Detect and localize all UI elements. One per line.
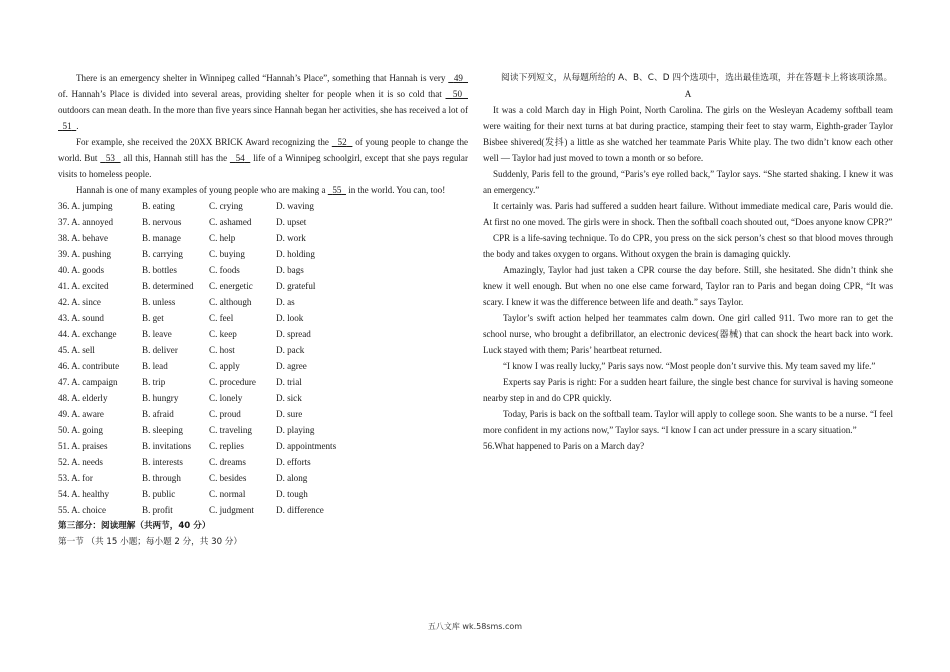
option-row [58, 358, 468, 374]
option-a: 38. A. behave [58, 233, 109, 243]
option-row [58, 246, 468, 262]
option-b: B. hungry [142, 393, 179, 403]
option-d: D. efforts [276, 457, 311, 467]
option-b: B. carrying [142, 249, 183, 259]
option-b: B. trip [142, 377, 166, 387]
option-c: C. ashamed [209, 217, 252, 227]
passage-paragraph-6: Taylor’s swift action helped her teammates calm down. One girl called 911. Two more ran to get the school nurse, who brought a defibrillator, an electronic devices(器械) that can shock the heart back into work. Luck stayed with them; Paris’ heartbeat returned. [483, 313, 893, 355]
option-c: C. help [209, 233, 236, 243]
option-c: C. normal [209, 489, 246, 499]
passage-paragraph-2: Suddenly, Paris fell to the ground, “Paris’s eye rolled back,” Taylor says. “She started shaking. I knew it was an emergency.” [483, 169, 893, 195]
option-row [58, 470, 468, 486]
option-d: D. pack [276, 345, 305, 355]
option-b: B. sleeping [142, 425, 183, 435]
text-run: of young people to change the world. But [58, 137, 469, 163]
option-c: C. proud [209, 409, 241, 419]
option-c: C. apply [209, 361, 240, 371]
option-c: C. replies [209, 441, 244, 451]
blank-number: 52 [337, 137, 347, 147]
option-row [58, 310, 468, 326]
option-a: 55. A. choice [58, 505, 106, 515]
option-a: 40. A. goods [58, 265, 104, 275]
text-run: Hannah is one of many examples of young people who are making a [76, 185, 328, 195]
option-a: 46. A. contribute [58, 361, 120, 371]
text-run: outdoors can mean death. In the more than five years since Hannah began her activities, she has received a lot of [58, 105, 468, 115]
option-row [58, 374, 468, 390]
option-b: B. profit [142, 505, 173, 515]
option-c: C. judgment [209, 505, 254, 515]
option-d: D. work [276, 233, 306, 243]
option-b: B. nervous [142, 217, 182, 227]
option-b: B. deliver [142, 345, 178, 355]
blank-52 [332, 137, 353, 147]
section-subtitle: 第一节 （共 15 小题；每小题 2 分，共 30 分） [58, 537, 242, 547]
option-c: C. buying [209, 249, 245, 259]
blank-49 [448, 73, 468, 83]
question-56: 56.What happened to Paris on a March day? [483, 441, 645, 451]
option-row [58, 198, 468, 214]
option-d: D. agree [276, 361, 307, 371]
option-b: B. afraid [142, 409, 174, 419]
cloze-paragraph-1 [58, 70, 468, 134]
blank-number: 51 [62, 121, 72, 131]
text-run: all this, Hannah still has the [120, 153, 230, 163]
option-a: 48. A. elderly [58, 393, 108, 403]
option-d: D. along [276, 473, 308, 483]
option-b: B. public [142, 489, 176, 499]
option-c: C. lonely [209, 393, 243, 403]
option-d: D. as [276, 297, 295, 307]
option-d: D. spread [276, 329, 311, 339]
option-d: D. upset [276, 217, 307, 227]
option-a: 51. A. praises [58, 441, 108, 451]
blank-number: 54 [235, 153, 245, 163]
left-column [58, 70, 468, 550]
text-run: in the world. You can, too! [345, 185, 446, 195]
text-run: life of a Winnipeg schoolgirl, except that she pays regular visits to homeless people. [58, 153, 468, 179]
option-c: C. host [209, 345, 235, 355]
passage-paragraph-1: It was a cold March day in High Point, North Carolina. The girls on the Wesleyan Academy softball team were waiting for their next turns at bat during practice, stamping their feet to stay warm, Eighth-grader Taylor Bisbee shivered(发抖) a little as she watched her teammate Paris White play. The two didn’t know each other well — Taylor had just moved to town a month or so before. [483, 105, 893, 163]
option-b: B. get [142, 313, 164, 323]
section-title: 第三部分：阅读理解（共两节，40 分） [58, 521, 211, 531]
blank-54 [230, 153, 250, 163]
option-a: 45. A. sell [58, 345, 95, 355]
option-row [58, 422, 468, 438]
option-d: D. tough [276, 489, 308, 499]
option-a: 39. A. pushing [58, 249, 112, 259]
passage-paragraph-4: CPR is a life-saving technique. To do CPR, you press on the sick person’s chest so that blood moves through the body and takes oxygen to organs. Without oxygen the brain is damaging quickly. [483, 233, 893, 259]
option-a: 53. A. for [58, 473, 93, 483]
option-b: B. leave [142, 329, 172, 339]
option-b: B. invitations [142, 441, 192, 451]
option-a: 43. A. sound [58, 313, 104, 323]
option-row [58, 486, 468, 502]
option-d: D. bags [276, 265, 304, 275]
option-d: D. difference [276, 505, 324, 515]
option-row [58, 438, 468, 454]
option-row [58, 294, 468, 310]
text-run: of. Hannah’s Place is divided into several areas, providing shelter for people when it is so cold that [58, 89, 446, 99]
right-column [483, 70, 893, 454]
blank-53 [100, 153, 120, 163]
cloze-paragraph-3 [58, 182, 468, 198]
cloze-paragraph-2 [58, 134, 468, 182]
blank-number: 50 [452, 89, 463, 99]
passage-label: A [684, 89, 692, 99]
blank-50 [446, 89, 469, 99]
option-b: B. manage [142, 233, 181, 243]
option-d: D. appointments [276, 441, 337, 451]
option-row [58, 326, 468, 342]
option-b: B. bottles [142, 265, 177, 275]
option-c: C. procedure [209, 377, 256, 387]
passage-paragraph-3: It certainly was. Paris had suffered a sudden heart failure. Without immediate medical care, Paris would die. At first no one moved. The girls were in shock. Then the softball coach shouted out, “Does anyone know CPR?” [483, 201, 893, 227]
blank-number: 55 [332, 185, 342, 195]
option-a: 37. A. annoyed [58, 217, 114, 227]
option-d: D. sure [276, 409, 303, 419]
option-c: C. energetic [209, 281, 253, 291]
option-row [58, 230, 468, 246]
option-a: 42. A. since [58, 297, 101, 307]
option-a: 44. A. exchange [58, 329, 117, 339]
option-row [58, 406, 468, 422]
blank-55 [328, 185, 346, 195]
option-a: 50. A. going [58, 425, 103, 435]
option-a: 47. A. campaign [58, 377, 118, 387]
option-a: 49. A. aware [58, 409, 104, 419]
text-run: There is an emergency shelter in Winnipeg called “Hannah’s Place”, something that Hannah is very [76, 73, 449, 83]
blank-number: 49 [453, 73, 463, 83]
option-row [58, 502, 468, 518]
option-a: 36. A. jumping [58, 201, 113, 211]
text-run: . [76, 121, 79, 131]
passage-paragraph-9: Today, Paris is back on the softball team. Taylor will apply to college soon. She wants to be a nurse. “I feel more confident in my actions now,” Taylor says. “I know I can act under pressure in a scary situation.” [483, 409, 893, 435]
option-d: D. trial [276, 377, 302, 387]
option-c: C. besides [209, 473, 247, 483]
option-b: B. through [142, 473, 181, 483]
text-run: For example, she received the 20XX BRICK Award recognizing the [76, 137, 332, 147]
option-row [58, 390, 468, 406]
option-b: B. eating [142, 201, 175, 211]
option-b: B. determined [142, 281, 194, 291]
option-row [58, 454, 468, 470]
option-c: C. dreams [209, 457, 246, 467]
option-b: B. interests [142, 457, 183, 467]
option-d: D. grateful [276, 281, 316, 291]
option-d: D. waving [276, 201, 314, 211]
option-a: 52. A. needs [58, 457, 103, 467]
option-c: C. foods [209, 265, 240, 275]
reading-instruction: 阅读下列短文，从每题所给的 A、B、C、D 四个选项中，选出最佳选项，并在答题卡上将该项涂黑。 [501, 73, 893, 83]
option-c: C. crying [209, 201, 243, 211]
option-row [58, 262, 468, 278]
option-d: D. look [276, 313, 304, 323]
option-b: B. unless [142, 297, 176, 307]
option-c: C. keep [209, 329, 237, 339]
option-a: 41. A. excited [58, 281, 109, 291]
passage-paragraph-8: Experts say Paris is right: For a sudden heart failure, the single best chance for survival is having someone nearby step in and do CPR quickly. [483, 377, 893, 403]
option-row [58, 214, 468, 230]
option-d: D. playing [276, 425, 315, 435]
blank-51 [58, 121, 79, 131]
option-d: D. holding [276, 249, 315, 259]
option-c: C. traveling [209, 425, 252, 435]
footer-watermark: 五八文库 wk.58sms.com [427, 622, 523, 631]
options-list [58, 198, 468, 518]
option-d: D. sick [276, 393, 302, 403]
passage-paragraph-7: “I know I was really lucky,” Paris says now. “Most people don’t survive this. My team saved my life.” [503, 361, 876, 371]
blank-number: 53 [105, 153, 115, 163]
option-row [58, 342, 468, 358]
option-a: 54. A. healthy [58, 489, 110, 499]
option-b: B. lead [142, 361, 168, 371]
option-c: C. although [209, 297, 252, 307]
passage-paragraph-5: Amazingly, Taylor had just taken a CPR course the day before. Still, she hesitated. She didn’t think she knew it well enough. But when no one else came forward, Taylor ran to Paris and began doing CPR, “It was scary. I knew it was the difference between life and death.” says Taylor. [483, 265, 893, 307]
option-c: C. feel [209, 313, 234, 323]
option-row [58, 278, 468, 294]
